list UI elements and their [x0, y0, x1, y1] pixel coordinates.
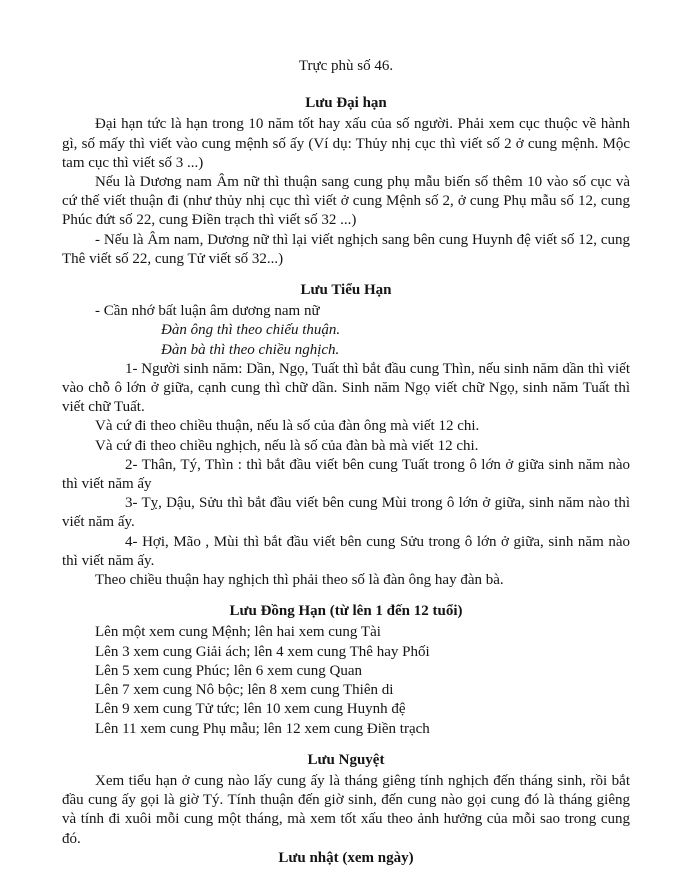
italic-note: Đàn ông thì theo chiếu thuận.: [161, 322, 341, 339]
numbered-paragraph: 1- Người sinh năm: Dần, Ngọ, Tuất thì bắt đầu cung Thìn, nếu sinh năm dần thì viết vào chỗ ô lớn ở giữa, cạnh cung thì chữ dần. Sinh năm Ngọ viết chữ Ngọ, sinh năm Tuất thì viết chữ Tuất.: [62, 360, 630, 416]
paragraph: Đại hạn tức là hạn trong 10 năm tốt hay xấu của số người. Phải xem cục thuộc về hành gì, số mấy thì viết vào cung mệnh số ấy (Ví dụ: Thủy nhị cục thì viết số 2 ở cung mệnh. Mộc tam cục thì viết số 3 ...): [62, 116, 630, 171]
section-heading: Lưu Nguyệt: [307, 751, 385, 768]
numbered-paragraph: 4- Hợi, Mão , Mùi thì bắt đầu viết bên cung Sửu trong ô lớn ở giữa, sinh năm nào thì viết năm ấy.: [62, 533, 630, 569]
paragraph: Xem tiểu hạn ở cung nào lấy cung ấy là tháng giêng tính nghịch đến tháng sinh, rồi bắt đầu cung ấy gọi là giờ Tý. Tính thuận đến giờ sinh, đến cung nào gọi cung đó là tháng giêng và tính đi xuôi mỗi cung một tháng, mà xem tốt xấu theo ảnh hưởng của mỗi sao trong cung đó.: [62, 772, 630, 847]
document-body: [62, 57, 630, 868]
paragraph: Và cứ đi theo chiều thuận, nếu là số của đàn ông mà viết 12 chi.: [95, 418, 480, 435]
list-line: Lên 11 xem cung Phụ mẫu; lên 12 xem cung Điền trạch: [95, 720, 430, 737]
document-title: Trực phù số 46.: [298, 58, 394, 74]
list-line: Lên một xem cung Mệnh; lên hai xem cung Tài: [95, 624, 381, 641]
italic-note: Đàn bà thì theo chiều nghịch.: [161, 341, 340, 358]
paragraph: - Cần nhớ bất luận âm dương nam nữ: [95, 303, 320, 320]
list-line: Lên 9 xem cung Tử tức; lên 10 xem cung Huynh đệ: [95, 701, 406, 718]
list-line: Lên 5 xem cung Phúc; lên 6 xem cung Quan: [95, 662, 363, 679]
paragraph: Theo chiều thuận hay nghịch thì phải theo số là đàn ông hay đàn bà.: [95, 572, 504, 589]
section-heading: Lưu nhật (xem ngày): [278, 849, 414, 866]
numbered-paragraph: 3- Tỵ, Dậu, Sửu thì bắt đầu viết bên cung Mùi trong ô lớn ở giữa, sinh năm nào thì viết năm ấy.: [62, 495, 630, 531]
list-line: Lên 7 xem cung Nô bộc; lên 8 xem cung Thiên di: [95, 682, 394, 699]
paragraph: Và cứ đi theo chiều nghịch, nếu là số của đàn bà mà viết 12 chi.: [95, 437, 479, 454]
section-heading: Lưu Tiểu Hạn: [300, 282, 392, 299]
paragraph: Nếu là Dương nam Âm nữ thì thuận sang cung phụ mẫu biến số thêm 10 vào số cục và cứ thế viết thuận đi (như thủy nhị cục thì viết ở cung Mệnh số 2, ở cung Phụ mẫu số 12, cung Phúc đứt số 22, cung Điền trạch thì viết số 32 ...): [62, 174, 630, 229]
numbered-paragraph: 2- Thân, Tý, Thìn : thì bắt đầu viết bên cung Tuất trong ô lớn ở giữa sinh năm nào thì viết năm ấy: [62, 456, 630, 493]
section-heading: Lưu Đại hạn: [305, 95, 387, 112]
paragraph: - Nếu là Âm nam, Dương nữ thì lại viết nghịch sang bên cung Huynh đệ viết số 12, cung Thê viết số 22, cung Tử viết số 32...): [62, 231, 630, 267]
section-heading: Lưu Đồng Hạn (từ lên 1 đến 12 tuổi): [229, 603, 463, 620]
list-line: Lên 3 xem cung Giải ách; lên 4 xem cung Thê hay Phối: [95, 643, 430, 660]
